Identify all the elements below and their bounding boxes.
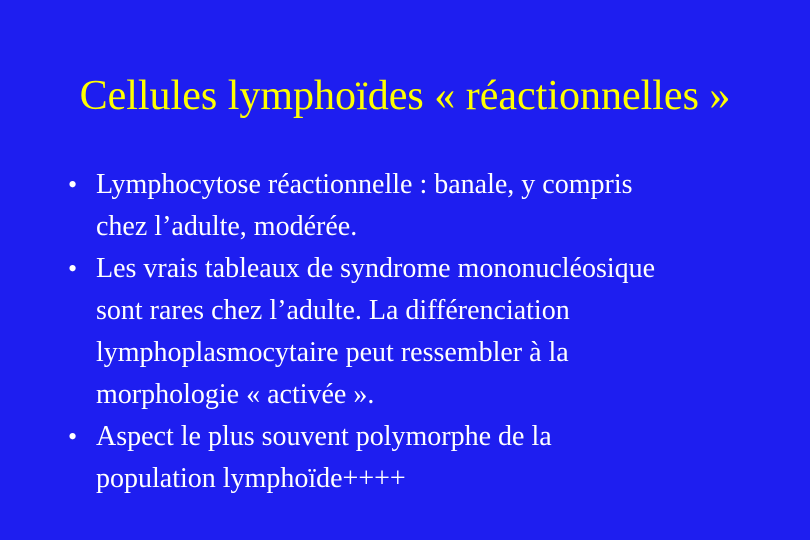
bullet-list	[68, 164, 788, 500]
bullet-item-3	[68, 416, 788, 500]
bullet-item-1	[68, 164, 788, 248]
bullet-text-2: Les vrais tableaux de syndrome mononucléosique sont rares chez l’adulte. La différenciation lymphoplasmocytaire peut ressembler à la morphologie « activée ».	[96, 253, 656, 410]
bullet-item-2	[68, 248, 788, 416]
bullet-text-3: Aspect le plus souvent polymorphe de la population lymphoïde++++	[96, 421, 552, 494]
bullet-text-1: Lymphocytose réactionnelle : banale, y compris chez l’adulte, modérée.	[96, 169, 633, 242]
bullet-dot-icon: •	[68, 422, 78, 451]
slide-title: Cellules lymphoïdes « réactionnelles »	[79, 73, 731, 119]
bullet-dot-icon: •	[68, 254, 78, 283]
bullet-dot-icon: •	[68, 170, 78, 199]
